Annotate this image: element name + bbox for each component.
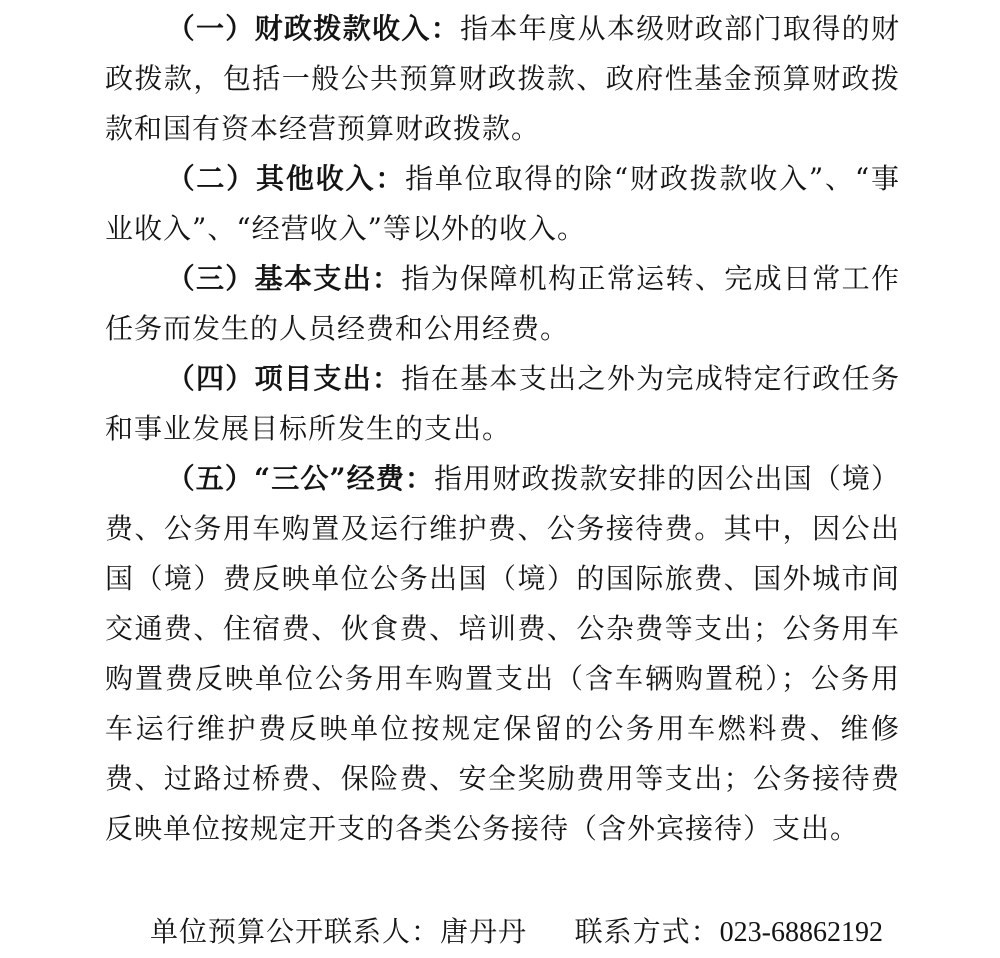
definition-text: 指在基本支出之外为完成特定行政任务和事业发展目标所发生的支出。: [105, 362, 900, 445]
definition-paragraph: [105, 4, 900, 154]
definition-paragraph: [105, 254, 900, 354]
definition-text: 指为保障机构正常运转、完成日常工作任务而发生的人员经费和公用经费。: [105, 262, 900, 345]
definition-text: 指用财政拨款安排的因公出国（境）费、公务用车购置及运行维护费、公务接待费。其中，因公出国（境）费反映单位公务出国（境）的国际旅费、国外城市间交通费、住宿费、伙食费、培训费、公杂费等支出；公务用车购置费反映单位公务用车购置支出（含车辆购置税）；公务用车运行维护费反映单位按规定保留的公务用车燃料费、维修费、过路过桥费、保险费、安全奖励费用等支出；公务接待费反映单位按规定开支的各类公务接待（含外宾接待）支出。: [105, 462, 900, 845]
definition-paragraph: [105, 154, 900, 254]
definitions-section: [105, 4, 900, 854]
definition-paragraph: [105, 354, 900, 454]
definition-term: （五）“三公”经费：: [166, 462, 435, 495]
definition-text: 指单位取得的除“财政拨款收入”、“事业收入”、“经营收入”等以外的收入。: [105, 162, 900, 245]
definition-term: （三）基本支出：: [166, 262, 402, 295]
definition-term: （一）财政拨款收入：: [166, 12, 461, 45]
contact-line: [105, 907, 900, 958]
contact-person-label: 单位预算公开联系人：: [150, 915, 441, 948]
contact-method-label: 联系方式：: [574, 915, 720, 948]
definition-term: （二）其他收入：: [166, 162, 406, 195]
definition-paragraph: [105, 454, 900, 854]
contact-phone: 023-68862192: [719, 917, 883, 948]
definition-term: （四）项目支出：: [166, 362, 402, 395]
contact-person-name: 唐丹丹: [440, 915, 528, 948]
definition-text: 指本年度从本级财政部门取得的财政拨款，包括一般公共预算财政拨款、政府性基金预算财政拨款和国有资本经营预算财政拨款。: [105, 12, 900, 145]
